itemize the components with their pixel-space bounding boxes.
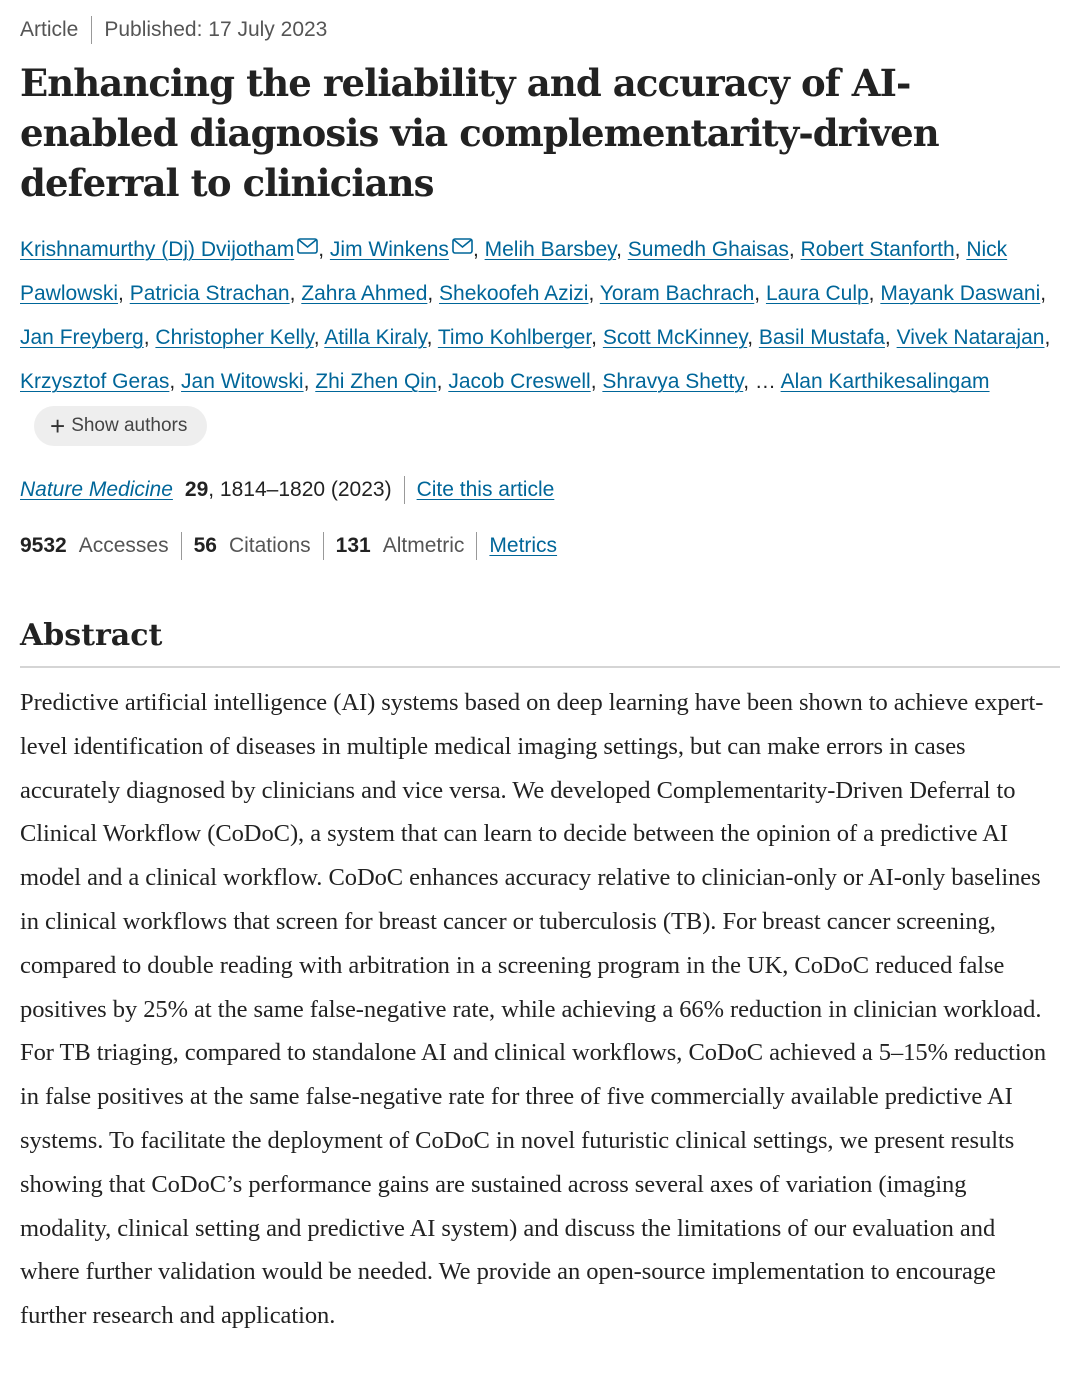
author-link[interactable]: Mayank Daswani <box>880 282 1041 305</box>
author-separator: , <box>788 238 801 261</box>
altmetric-label: Altmetric <box>382 534 465 557</box>
author-separator: , <box>754 282 766 305</box>
article-metrics <box>20 528 557 564</box>
cite-article-link[interactable]: Cite this article <box>416 478 555 501</box>
article-meta <box>20 14 327 46</box>
author-link[interactable]: Laura Culp <box>765 282 869 305</box>
article-type: Article <box>20 18 79 41</box>
author-separator: , <box>1044 326 1051 349</box>
author-separator: , <box>588 282 600 305</box>
author-link[interactable]: Basil Mustafa <box>758 326 885 349</box>
author-link[interactable]: Atilla Kiraly <box>324 326 427 349</box>
author-link[interactable]: Jim Winkens <box>329 238 449 261</box>
author-link[interactable]: Jan Freyberg <box>20 326 144 349</box>
author-separator: , <box>427 282 440 305</box>
abstract-divider <box>20 666 1060 668</box>
meta-divider <box>91 16 92 44</box>
author-separator: , <box>591 326 603 349</box>
author-list <box>20 228 1065 448</box>
author-link[interactable]: Scott McKinney <box>602 326 748 349</box>
author-separator: , <box>743 370 755 393</box>
author-link[interactable]: Vivek Natarajan <box>896 326 1045 349</box>
author-separator: , <box>303 370 316 393</box>
author-link[interactable]: Krzysztof Geras <box>20 370 170 393</box>
journal-pages-year: , 1814–1820 (2023) <box>208 478 392 501</box>
author-link[interactable]: Nick Pawlowski <box>20 238 1008 305</box>
author-link[interactable]: Sumedh Ghaisas <box>627 238 789 261</box>
mail-icon[interactable] <box>452 238 473 254</box>
author-separator: , <box>472 238 485 261</box>
published-date: Published: 17 July 2023 <box>104 18 328 41</box>
journal-info <box>20 472 554 508</box>
author-link[interactable]: Zahra Ahmed <box>301 282 428 305</box>
author-link[interactable]: Melih Barsbey <box>484 238 617 261</box>
metrics-link[interactable]: Metrics <box>489 534 558 557</box>
author-separator: , <box>616 238 628 261</box>
author-link[interactable]: Jan Witowski <box>181 370 304 393</box>
show-authors-label: Show authors <box>71 415 188 437</box>
authors-ellipsis: … <box>754 370 776 393</box>
author-link[interactable]: Shravya Shetty <box>602 370 744 393</box>
article-title: Enhancing the reliability and accuracy of AI-enabled diagnosis via complementarity-driven deferral to clinicians <box>20 61 939 205</box>
author-link[interactable]: Jacob Creswell <box>448 370 591 393</box>
author-separator: , <box>118 282 130 305</box>
plus-icon: + <box>50 411 66 442</box>
metrics-divider <box>323 532 324 560</box>
author-link[interactable]: Patricia Strachan <box>129 282 290 305</box>
author-link[interactable]: Yoram Bachrach <box>599 282 755 305</box>
metrics-divider <box>476 532 477 560</box>
author-separator: , <box>1040 282 1047 305</box>
author-separator: , <box>313 326 325 349</box>
accesses-label: Accesses <box>78 534 169 557</box>
author-link-last[interactable]: Alan Karthikesalingam <box>780 370 990 393</box>
citations-count: 56 <box>193 534 217 557</box>
author-link[interactable]: Christopher Kelly <box>155 326 314 349</box>
author-separator: , <box>169 370 182 393</box>
author-link[interactable]: Robert Stanforth <box>800 238 955 261</box>
author-separator: , <box>884 326 897 349</box>
show-authors-button[interactable] <box>34 406 207 446</box>
author-separator: , <box>868 282 881 305</box>
journal-name-link[interactable]: Nature Medicine <box>20 478 173 501</box>
author-separator: , <box>289 282 302 305</box>
metrics-divider <box>181 532 182 560</box>
citations-label: Citations <box>228 534 311 557</box>
author-link[interactable]: Shekoofeh Azizi <box>439 282 589 305</box>
author-separator: , <box>143 326 156 349</box>
author-link[interactable]: Timo Kohlberger <box>437 326 592 349</box>
altmetric-count: 131 <box>335 534 371 557</box>
mail-icon[interactable] <box>297 238 318 254</box>
abstract-text: Predictive artificial intelligence (AI) systems based on deep learning have been shown to achieve expert-level identification of diseases in multiple medical imaging settings, but can make errors in cases accurately diagnosed by clinicians and vice versa. We developed Complementarity-Driven Deferral to Clinical Workflow (CoDoC), a system that can learn to decide between the opinion of a predictive AI model and a clinical workflow. CoDoC enhances accuracy relative to clinician-only or AI-only baselines in clinical workflows that screen for breast cancer or tuberculosis (TB). For breast cancer screening, compared to double reading with arbitration in a screening program in the UK, CoDoC reduced false positives by 25% at the same false-negative rate, while achieving a 66% reduction in clinician workload. For TB triaging, compared to standalone AI and clinical workflows, CoDoC achieved a 5–15% reduction in false positives at the same false-negative rate for three of five commercially available predictive AI systems. To facilitate the deployment of CoDoC in novel futuristic clinical settings, we present results showing that CoDoC’s performance gains are sustained across several axes of variation (imaging modality, clinical setting and predictive AI system) and discuss the limitations of our evaluation and where further validation would be needed. We provide an open-source implementation to encourage further research and application. <box>20 689 1047 1330</box>
author-separator: , <box>318 238 330 261</box>
author-separator: , <box>436 370 449 393</box>
author-separator: , <box>590 370 603 393</box>
author-separator: , <box>954 238 967 261</box>
journal-volume: 29 <box>184 478 209 501</box>
author-link[interactable]: Zhi Zhen Qin <box>315 370 437 393</box>
abstract-heading: Abstract <box>20 618 163 653</box>
author-separator: , <box>747 326 759 349</box>
author-separator: , <box>426 326 438 349</box>
author-link[interactable]: Krishnamurthy (Dj) Dvijotham <box>20 238 295 261</box>
accesses-count: 9532 <box>20 534 67 557</box>
journal-divider <box>404 476 405 504</box>
